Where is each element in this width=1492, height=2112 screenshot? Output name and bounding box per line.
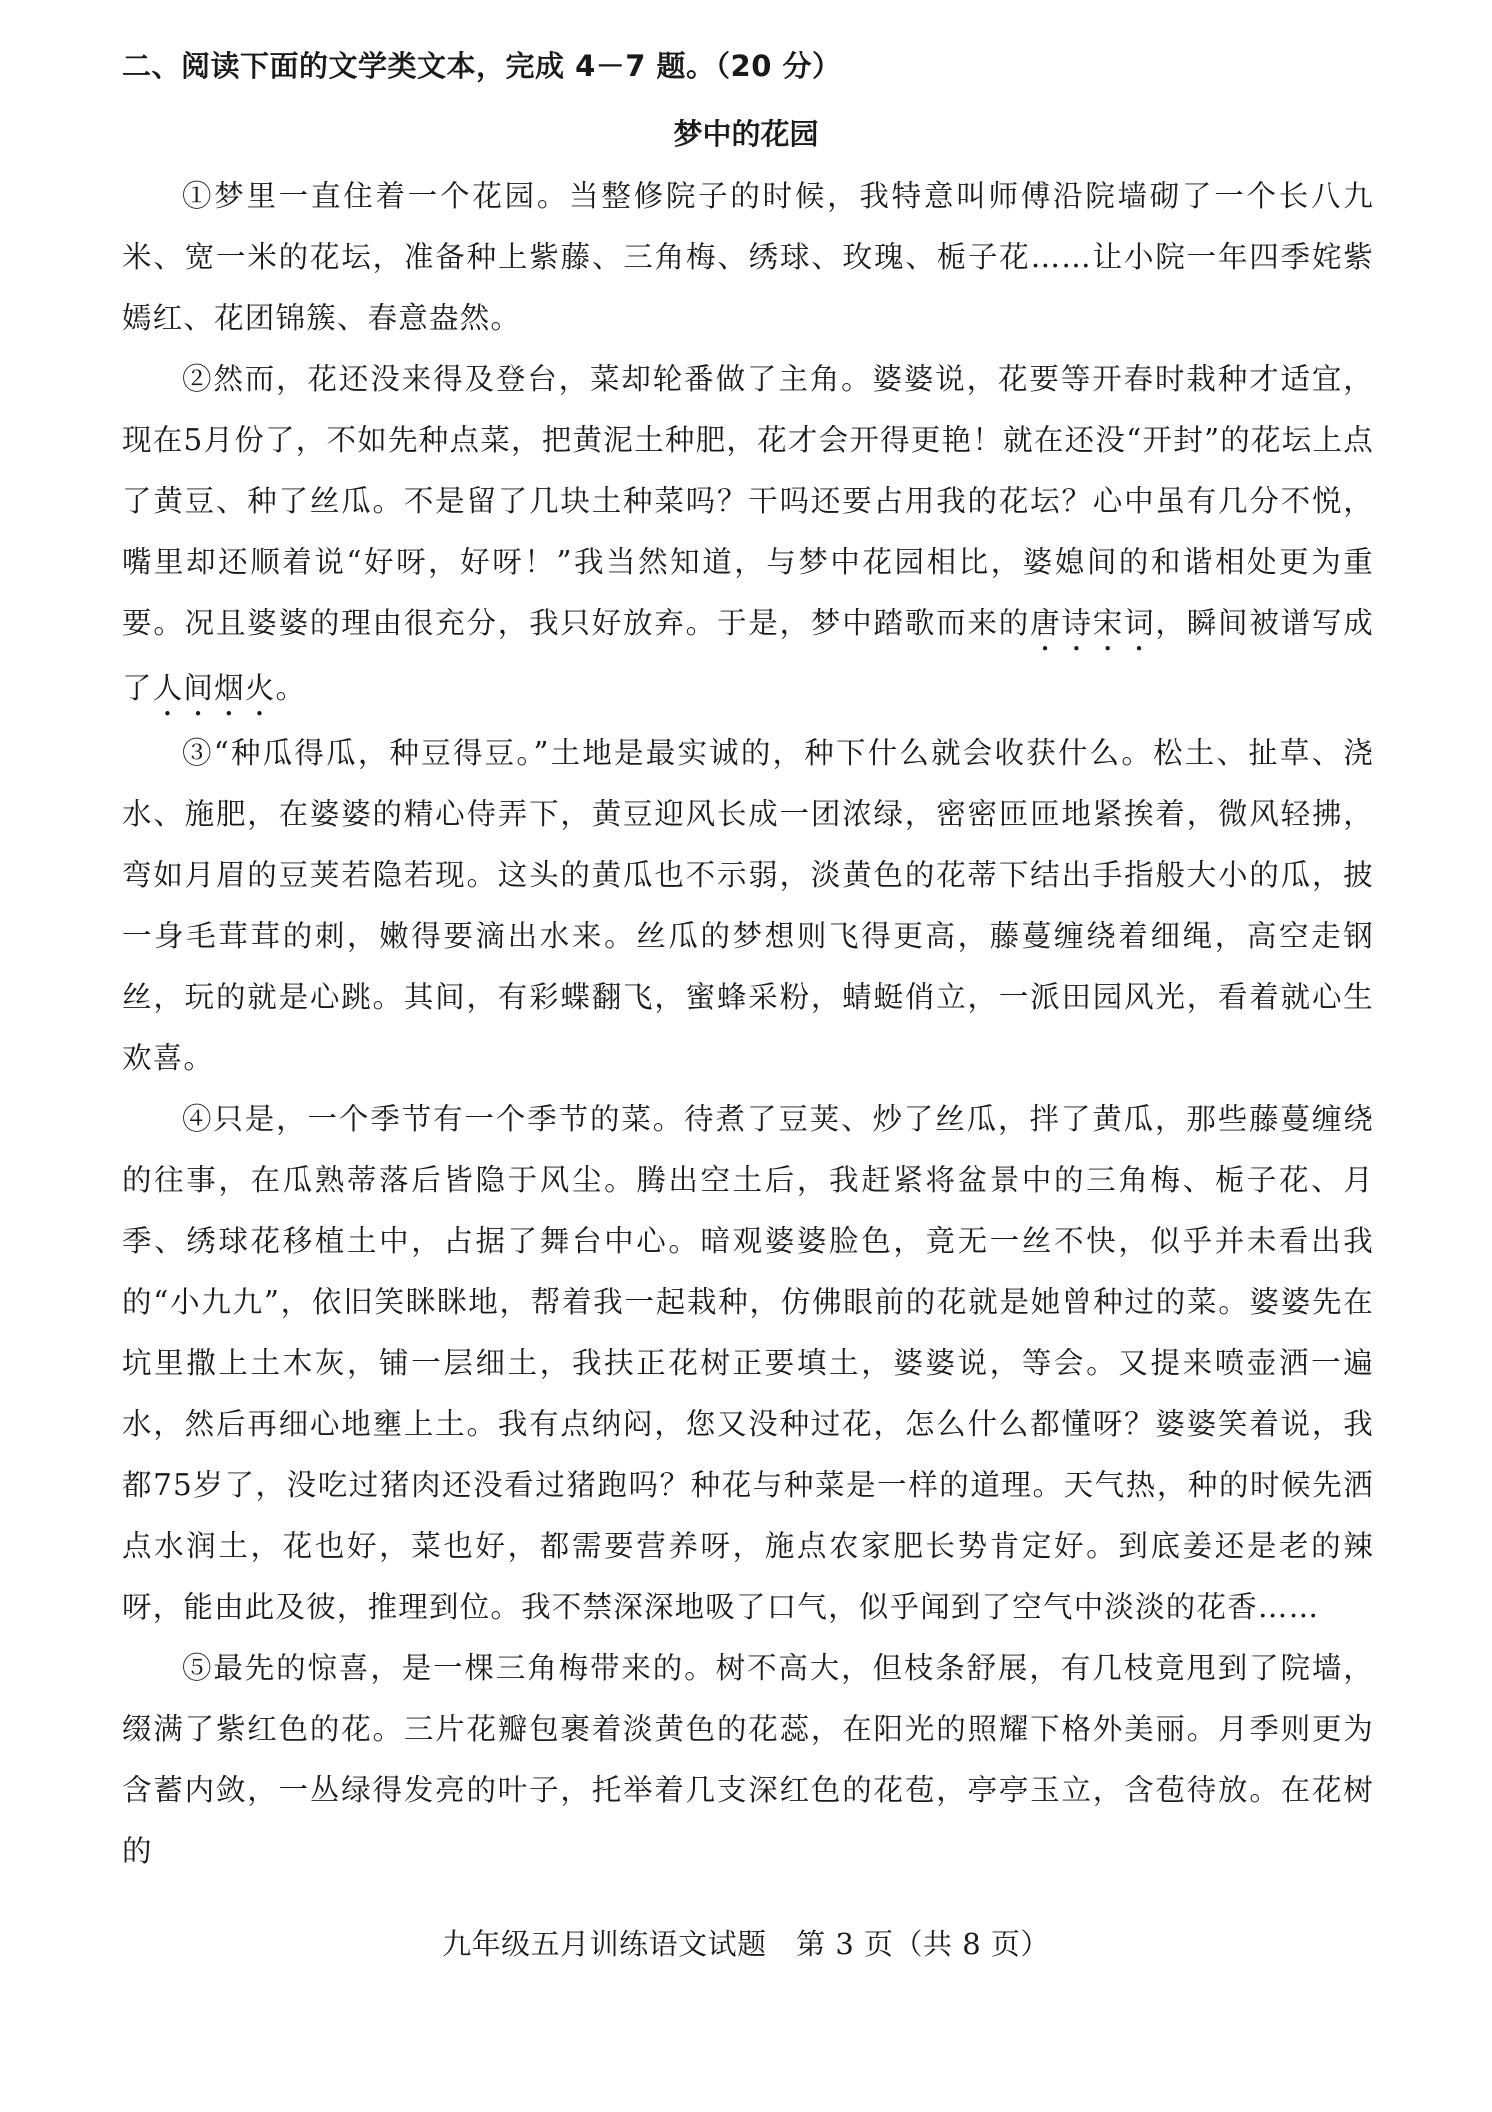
article-title: 梦中的花园: [673, 117, 819, 151]
section-heading: 二、阅读下面的文学类文本，完成 4－7 题。（20 分）: [122, 49, 842, 83]
paragraph-1: ①梦里一直住着一个花园。当整修院子的时候，我特意叫师傅沿院墙砌了一个长八九米、宽一米的花坛，准备种上紫藤、三角梅、绣球、玫瑰、栀子花……让小院一年四季姹紫嫣红、花团锦簇、春意盎然。: [122, 179, 1374, 335]
paragraph-2-text-end: 。: [275, 671, 307, 705]
paragraph-5: ⑤最先的惊喜，是一棵三角梅带来的。树不高大，但枝条舒展，有几枝竟甩到了院墙，缀满了紫红色的花。三片花瓣包裹着淡黄色的花蕊，在阳光的照耀下格外美丽。月季则更为含蓄内敛，一丛绿得发亮的叶子，托举着几支深红色的花苞，亭亭玉立，含苞待放。在花树的: [122, 1651, 1374, 1868]
article-body: [122, 166, 1374, 1882]
paragraph-2-text-middle: ，瞬间被谱写成了: [122, 606, 1374, 705]
paragraph-2: [122, 349, 1374, 723]
paragraph-3: ③“种瓜得瓜，种豆得豆。”土地是最实诚的，种下什么就会收获什么。松土、扯草、浇水、施肥，在婆婆的精心侍弄下，黄豆迎风长成一团浓绿，密密匝匝地紧挨着，微风轻拂，弯如月眉的豆荚若隐若现。这头的黄瓜也不示弱，淡黄色的花蒂下结出手指般大小的瓜，披一身毛茸茸的刺，嫩得要滴出水来。丝瓜的梦想则飞得更高，藤蔓缠绕着细绳，高空走钢丝，玩的就是心跳。其间，有彩蝶翻飞，蜜蜂采粉，蜻蜓俏立，一派田园风光，看着就心生欢喜。: [122, 736, 1374, 1075]
page-footer: 九年级五月训练语文试题 第 3 页（共 8 页）: [442, 1927, 1050, 1961]
emphasized-phrase-renjian-yanhuo: 人间烟火: [152, 671, 276, 705]
emphasized-phrase-tang-song: 唐诗宋词: [1030, 606, 1156, 640]
paragraph-4: ④只是，一个季节有一个季节的菜。待煮了豆荚、炒了丝瓜，拌了黄瓜，那些藤蔓缠绕的往事，在瓜熟蒂落后皆隐于风尘。腾出空土后，我赶紧将盆景中的三角梅、栀子花、月季、绣球花移植土中，占据了舞台中心。暗观婆婆脸色，竟无一丝不快，似乎并未看出我的“小九九”，依旧笑眯眯地，帮着我一起栽种，仿佛眼前的花就是她曾种过的菜。婆婆先在坑里撒上土木灰，铺一层细土，我扶正花树正要填土，婆婆说，等会。又提来喷壶洒一遍水，然后再细心地壅上土。我有点纳闷，您又没种过花，怎么什么都懂呀？婆婆笑着说，我都75岁了，没吃过猪肉还没看过猪跑吗？种花与种菜是一样的道理。天气热，种的时候先洒点水润土，花也好，菜也好，都需要营养呀，施点农家肥长势肯定好。到底姜还是老的辣呀，能由此及彼，推理到位。我不禁深深地吸了口气，似乎闻到了空气中淡淡的花香……: [122, 1102, 1374, 1624]
paragraph-2-text-start: ②然而，花还没来得及登台，菜却轮番做了主角。婆婆说，花要等开春时栽种才适宜，现在5月份了，不如先种点菜，把黄泥土种肥，花才会开得更艳！就在还没“开封”的花坛上点了黄豆、种了丝瓜。不是留了几块土种菜吗？干吗还要占用我的花坛？心中虽有几分不悦，嘴里却还顺着说“好呀，好呀！”我当然知道，与梦中花园相比，婆媳间的和谐相处更为重要。况且婆婆的理由很充分，我只好放弃。于是，梦中踏歌而来的: [122, 362, 1374, 640]
